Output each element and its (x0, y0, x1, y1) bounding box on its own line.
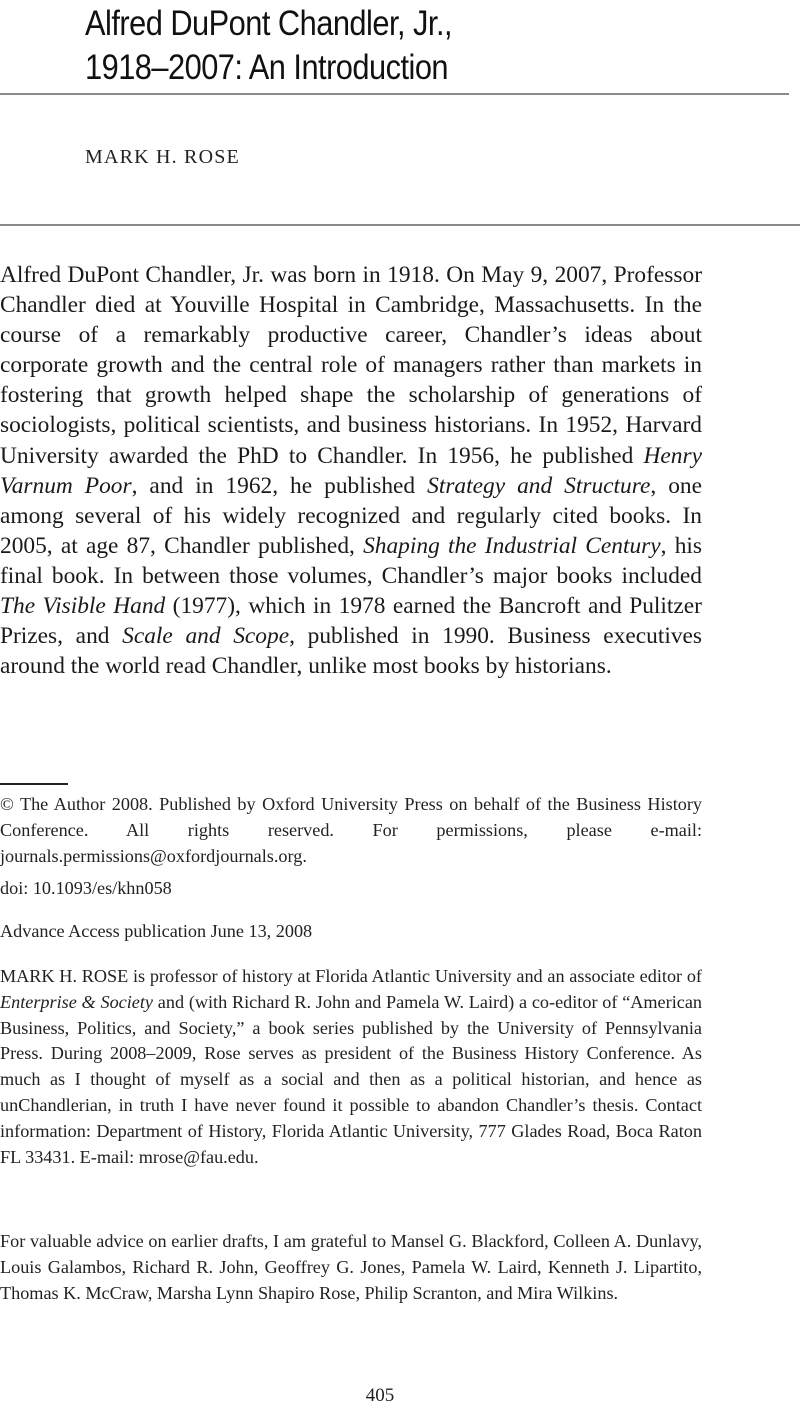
article-title-line-1: Alfred DuPont Chandler, Jr., (85, 4, 453, 43)
author-bio (0, 964, 702, 1170)
body-text-segment: (1977), which in 1978 earned the Bancroft and Pulitzer Prizes, and (0, 593, 702, 650)
author-name: MARK H. ROSE (85, 146, 240, 168)
bio-text-segment: and (with Richard R. John and Pamela W. Laird) a co-editor of “American Business, Politics, and Society,” a book series published by the University of Pennsylvania Press. During 2008–2009, Rose serves as president of the Business History Conference. As much as I thought of myself as a social and then as a political historian, and hence as unChandlerian, in truth I have never found it possible to abandon Chandler’s thesis. Contact information: Department of History, Florida Atlantic University, 777 Glades Road, Boca Raton FL 33431. E-mail: mrose@fau.edu. (0, 991, 702, 1167)
page-number: 405 (365, 1385, 395, 1406)
body-text-segment: , his final book. In between those volumes, Chandler’s major books included (0, 532, 703, 589)
body-text-segment: , one among several of his widely recognized and regularly cited books. In 2005, at age 87, Chandler published, (0, 472, 703, 559)
bio-text-segment: MARK H. ROSE is professor of history at Florida Atlantic University and an associate editor of (0, 966, 702, 986)
book-title-henry-varnum-poor: Henry Varnum Poor (0, 442, 702, 499)
body-text-segment: Alfred DuPont Chandler, Jr. was born in 1918. On May 9, 2007, Professor Chandler died at Youville Hospital in Cambridge, Massachusetts. In the course of a remarkably productive career, Chandler’s ideas about corporate growth and the central role of managers rather than markets in fostering that growth helped shape the scholarship of generations of sociologists, political scientists, and business historians. In 1952, Harvard University awarded the PhD to Chandler. In 1956, he published (0, 262, 702, 469)
book-title-shaping-the-industrial-century: Shaping the Industrial Century (363, 532, 661, 559)
book-title-the-visible-hand: The Visible Hand (0, 593, 166, 620)
book-title-strategy-and-structure: Strategy and Structure (427, 472, 651, 499)
header-divider (0, 224, 800, 226)
article-title-line-2: 1918–2007: An Introduction (85, 48, 449, 87)
copyright-notice: © The Author 2008. Published by Oxford University Press on behalf of the Business History Conference. All rights reserved. For permissions, please e-mail: journals.permissions@oxfordjournals.org. (0, 794, 702, 866)
journal-title-enterprise-and-society: Enterprise & Society (0, 991, 153, 1012)
advance-access-line: Advance Access publication June 13, 2008 (0, 921, 313, 941)
book-title-scale-and-scope: Scale and Scope (122, 623, 290, 650)
doi-line: doi: 10.1093/es/khn058 (0, 878, 172, 898)
body-paragraph (0, 260, 702, 681)
footnote-divider (0, 783, 68, 785)
body-text-segment: , and in 1962, he published (131, 472, 428, 499)
article-title (85, 2, 701, 90)
body-text-segment: , published in 1990. Business executives around the world read Chandler, unlike most books by historians. (0, 623, 702, 680)
acknowledgments: For valuable advice on earlier drafts, I am grateful to Mansel G. Blackford, Colleen A. Dunlavy, Louis Galambos, Richard R. John, Geoffrey G. Jones, Pamela W. Laird, Kenneth J. Lipartito, Thomas K. McCraw, Marsha Lynn Shapiro Rose, Philip Scranton, and Mira Wilkins. (0, 1231, 702, 1303)
title-divider (0, 93, 789, 95)
